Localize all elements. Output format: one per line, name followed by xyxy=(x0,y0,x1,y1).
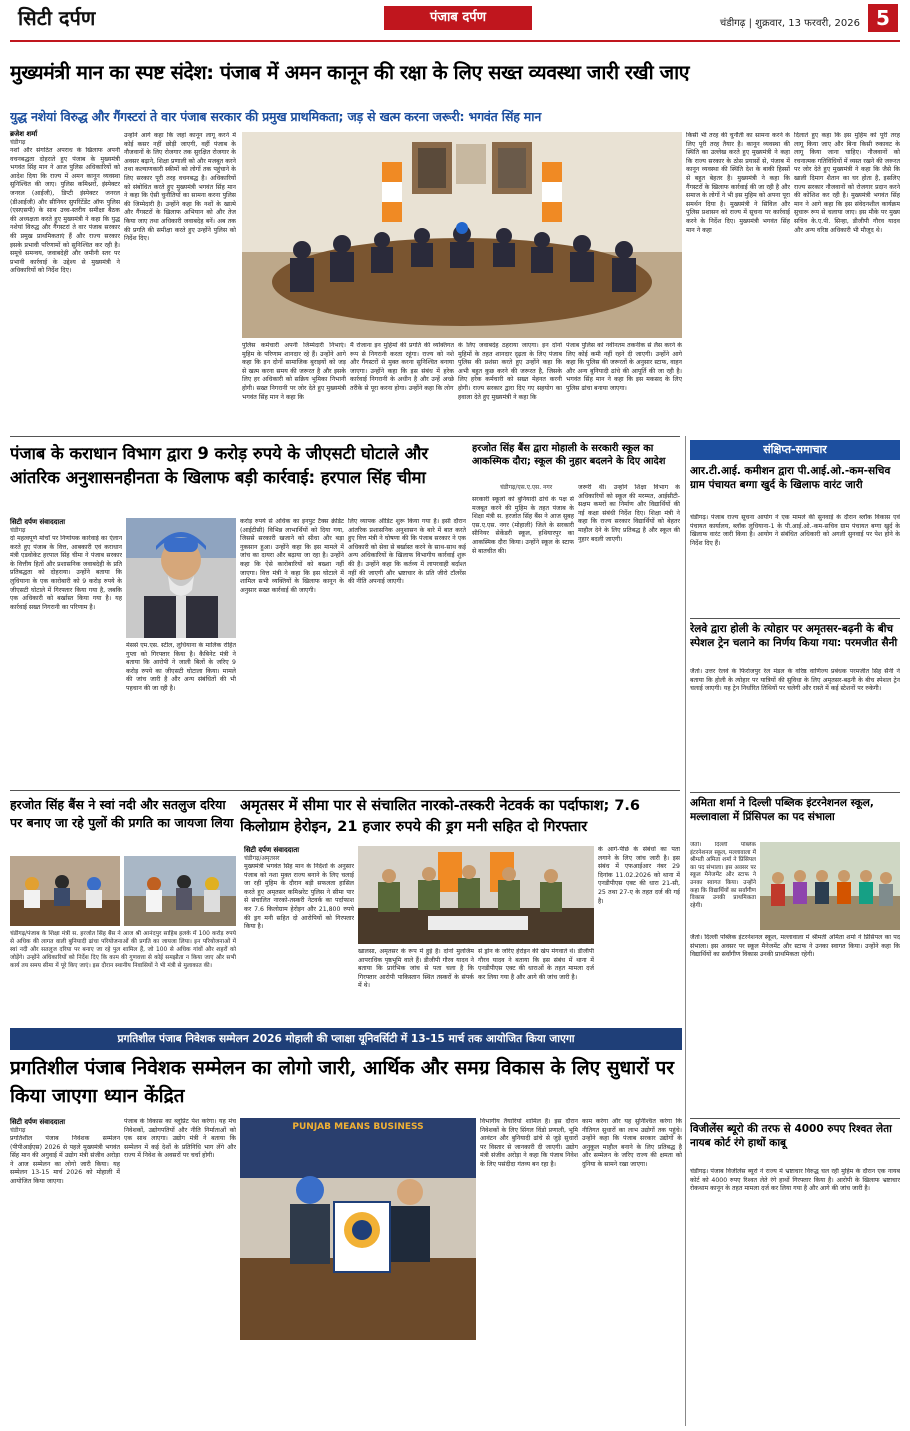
gst-place: चंडीगढ़ xyxy=(10,527,26,534)
minister-portrait xyxy=(126,518,236,638)
investor-text-col2: पंजाब के विकास का ब्लूप्रिंट पेश करेगा। यह मंच निवेशकों, उद्योगपतियों और नीति निर्माताओं को एक साथ लाएगा। उद्योग मंत्री ने बताया कि सम्मेलन में कई देशों के प्रतिनिधि भाग लेंगे और राज्य में निवेश के अवसरों पर चर्चा होगी। xyxy=(124,1118,236,1160)
lead-place: चंडीगढ़ xyxy=(10,139,26,146)
gst-text-col4: लिए व्यापक ऑडिट शुरू किया गया है। इसी दौरान आंतरिक प्रशासनिक अनुशासन के बारे में बात करते हुए वित्त मंत्री ने घोषणा की कि पंजाब सरकार ने एक अधिकारी को सेवा से बर्खास्त करने के साथ-साथ कई अन्य अधिकारियों के खिलाफ विभागीय कार्रवाई शुरू की है। उन्होंने कहा कि कर्तव्य में लापरवाही बर्दाश्त नहीं की जाएगी और भ्रष्टाचार के प्रति जीरो टॉलरेंस की नीति अपनाई जाएगी। xyxy=(348,518,466,586)
lead-byline: ब्रजेश शर्मा xyxy=(10,130,38,138)
bains-headline: हरजोत सिंह बैंस ने स्वां नदी और सतलुज दरिया पर बनाए जा रहे पुलों की प्रगति का जायजा लिया xyxy=(10,797,234,830)
lead-text-col3: पुलिस कर्मचारी अपनी जिम्मेदारी निभाएं। मुहिम के परिणाम शानदार रहे हैं। उन्होंने आगे कहा कि इन दोनों सामाजिक बुराइयों को जड़ से खत्म करना समय की जरूरत है और इसके लिए हर अधिकारी को सक्रिय भूमिका निभानी होगी। सख्त निगरानी पर जोर देते हुए मुख्यमंत्री भगवंत सिंह मान ने कहा कि xyxy=(242,342,346,401)
lead-text-col6: पंजाब पुलिस को नवीनतम तकनीक से लैस करने के लिए कोई कमी नहीं रहने दी जाएगी। उन्होंने आगे कहा कि पुलिस की जरूरतों के अनुसार स्टाफ, वाहन और अन्य बुनियादी ढांचे की आपूर्ति की जा रही है। भगवंत सिंह मान ने कहा कि इस मकसद के लिए पुलिस ढांचा बनाया जाएगा। xyxy=(566,342,682,392)
masthead xyxy=(0,0,910,42)
brief-story1-headline: आर.टी.आई. कमीशन द्वारा पी.आई.ओ.-कम-सचिव ग्राम पंचायत बग्गा खुर्द के खिलाफ वारंट जारी xyxy=(690,465,891,491)
gst-headline: पंजाब के कराधान विभाग द्वारा 9 करोड़ रुपये के जीएसटी घोटाले और आंतरिक अनुशासनहीनता के खिलाफ बड़ी कार्रवाई: हरपाल सिंह चीमा xyxy=(10,444,429,487)
investor-place: चंडीगढ़ xyxy=(10,1127,26,1134)
school-text-col1: सरकारी स्कूलों को बुनियादी ढांचे के पक्ष से मजबूत करने की मुहिम के तहत पंजाब के शिक्षा मंत्री स. हरजोत सिंह बैंस ने आज सुबह एस.ए.एस. नगर (मोहाली) जिले के सरकारी सीनियर सेकेंडरी स्कूल, हथियारपुर का आकस्मिक दौरा किया। उन्होंने स्कूल के स्टाफ से बातचीत की। xyxy=(472,496,574,555)
brief-story2-headline: रेलवे द्वारा होली के त्योहार पर अमृतसर-बढ़नी के बीच स्पेशल ट्रेन चलाने का निर्णय किया गया: परमजीत सैनी xyxy=(690,623,898,649)
lead-subhead: युद्ध नशेयां विरुद्ध और गैंगस्टरां ते वार पंजाब सरकार की प्रमुख प्राथमिकता; जड़ से खत्म करना जरूरी: भगवंत सिंह मान xyxy=(10,109,542,124)
investor-text-col3: विभागीय तैयारियां शामिल हैं। इस दौरान निवेशकों के लिए सिंगल विंडो प्रणाली, भूमि आवंटन और बुनियादी ढांचे से जुड़े सुधारों पर विस्तार से जानकारी दी जाएगी। उद्योग मंत्री संजीव अरोड़ा ने कहा कि पंजाब निवेश के लिए पसंदीदा गंतव्य बन रहा है। xyxy=(480,1118,578,1168)
investor-text-col4: काम करेगा और यह सुनिश्चित करेगा कि नीतिगत सुधारों का लाभ उद्योगों तक पहुंचे। उन्होंने कहा कि पंजाब सरकार उद्योगों के अनुकूल माहौल बनाने के लिए प्रतिबद्ध है और सम्मेलन के जरिए राज्य की क्षमता को दुनिया के सामने रखा जाएगा। xyxy=(582,1118,682,1168)
amritsar-text-col1: मुख्यमंत्री भगवंत सिंह मान के निर्देशों के अनुसार पंजाब को नशा मुक्त राज्य बनाने के लिए चलाई जा रही मुहिम के दौरान बड़ी सफलता हासिल करते हुए अमृतसर कमिश्नरेट पुलिस ने सीमा पार से संचालित नारको-तस्करी नेटवर्क का पर्दाफाश कर 7.6 किलोग्राम हेरोइन और 21,800 रुपये की ड्रग मनी सहित दो आरोपियों को गिरफ्तार किया है। xyxy=(244,863,354,931)
officials-meeting-photo xyxy=(10,856,120,926)
investor-headline: प्रगतिशील पंजाब निवेशक सम्मेलन का लोगो जारी, आर्थिक और समग्र विकास के लिए सुधारों पर किया जाएगा ध्यान केंद्रित xyxy=(10,1057,675,1107)
lead-text-col1: नशों और संगठित अपराध के खिलाफ अपनी वचनबद्धता दोहराते हुए पंजाब के मुख्यमंत्री भगवंत सिंह मान ने आज पुलिस अधिकारियों को आदेश दिया कि राज्य में अमन कानून व्यवस्था सुनिश्चित की जाए। पुलिस कमिश्नरों, इंस्पेक्टर जनरल (आईजी), डिप्टी इंस्पेक्टर जनरल (डीआईजी) और सीनियर सुपरिंटेंडेंट ऑफ पुलिस (एसएसपी) के साथ उच्च-स्तरीय समीक्षा बैठक की अध्यक्षता करते हुए मुख्यमंत्री ने कहा कि युद्ध नशेयां विरुद्ध और गैंगस्टरां ते वार पंजाब सरकार की प्रमुख प्राथमिकताएं हैं और राज्य सरकार इसके प्रभावी परिणामों को सुनिश्चित कर रही है। समूचे समन्वय, जवाबदेही और जमीनी स्तर पर प्रभावी कार्रवाई के उद्देश्य से मुख्यमंत्री ने अधिकारियों को निर्देश दिए। xyxy=(10,147,120,275)
gst-byline-block xyxy=(10,518,122,803)
school-place: चंडीगढ़/एस.ए.एस. नगर xyxy=(500,484,553,491)
brief-rule-2 xyxy=(690,792,900,793)
brief-story2-body: जैतो। उत्तर रेलवे के फिरोजपुर रेल मंडल के वरिष्ठ वाणिज्य प्रबंधक परमजीत सिंह सैनी ने बताया कि होली के त्योहार पर यात्रियों की सुविधा के लिए अमृतसर-बढ़नी के बीच स्पेशल ट्रेन चलाई जाएगी। यह ट्रेन निर्धारित तिथियों पर चलेगी और रास्ते में कई स्टेशनों पर रुकेगी। xyxy=(690,668,900,693)
lead-text-col4: मैं रोजाना इन मुहिमों की प्रगति की व्यक्तिगत रूप से निगरानी करता रहूंगा। राज्य को नशे और गैंगस्टरों से मुक्त करना सुनिश्चित बनाया जाएगा। उन्होंने कहा कि इस संबंध में हरेक कार्रवाई निगरानी के अधीन है और उन्हें अच्छे तरीके से पूरा करना होगा। उन्होंने कहा कि लोग xyxy=(350,342,454,392)
amritsar-byline: सिटी दर्पण संवाददाता xyxy=(244,846,300,854)
section-tag: पंजाब दर्पण xyxy=(384,6,532,30)
amritsar-text-col4: के आगे-पीछे के संबंधों का पता लगाने के लिए जांच जारी है। इस संबंध में एफआईआर नंबर 29 दिनांक 11.02.2026 को थाना में एनडीपीएस एक्ट की धारा 21-सी, 25 तथा 27-ए के तहत दर्ज की गई है। xyxy=(598,846,680,905)
brief-story4-headline: विजीलेंस ब्यूरो की तरफ से 4000 रुपए रिश्वत लेता नायब कोर्ट रंगे हाथों काबू xyxy=(690,1123,892,1149)
brief-rule-1 xyxy=(690,618,900,619)
amritsar-photo-press xyxy=(358,846,594,944)
gst-byline: सिटी दर्पण संवाददाता xyxy=(10,518,66,526)
investor-photo-logo-launch xyxy=(240,1118,476,1340)
gst-text-col2: मेसर्स एम.एस. स्टील, लुधियाना के मालिक रोहित गुप्ता को गिरफ्तार किया है। कैबिनेट मंत्री ने बताया कि आरोपी ने जाली बिलों के जरिए 9 करोड़ रुपये का जीएसटी घोटाला किया। मामले की जांच जारी है और अन्य संबंधितों की भी पहचान की जा रही है। xyxy=(126,642,236,692)
school-headline: हरजोत सिंह बैंस द्वारा मोहाली के सरकारी स्कूल का आकस्मिक दौरा; स्कूल की नुहार बदलने के दिए आदेश xyxy=(472,443,666,467)
amritsar-place: चंडीगढ़/अमृतसर xyxy=(244,855,280,862)
brief-heading: संक्षिप्त-समाचार xyxy=(690,440,900,460)
lead-text-col5: के लिए जवाबदेह ठहराया जाएगा। इन दोनों मुहिमों के तहत शानदार दृढ़ता के लिए पंजाब पुलिस की प्रशंसा करते हुए उन्होंने कहा कि अभी बहुत कुछ करने की जरूरत है, जिसके लिए हरेक कर्मचारी को सख्त मेहनत करनी होगी। राज्य सरकार द्वारा दिए गए सहयोग का हवाला देते हुए मुख्यमंत्री ने कहा कि xyxy=(458,342,562,401)
amritsar-text-col3: से ड्रोन के जरिए हेरोइन की खेप मंगवाते थे। डीजीपी गौरव यादव ने बताया कि इस संबंध में थाना में एनडीपीएस एक्ट की धाराओं के तहत मामला दर्ज कर लिया गया है और आगे की जांच जारी है। xyxy=(478,948,594,981)
paper-name: सिटी दर्पण xyxy=(18,6,96,30)
school-staff-group-photo xyxy=(760,842,900,930)
amritsar-text-col2: खालसा, अमृतसर के रूप में हुई है। दोनों मुलजिम आपराधिक पृष्ठभूमि वाले हैं। डीजीपी गौरव यादव ने बताया कि प्रारंभिक जांच से पता चला है कि गिरफ्तार आरोपी पाकिस्तान स्थित तस्करों के संपर्क में थे। xyxy=(358,948,474,990)
lead-col-1 xyxy=(10,130,120,437)
dateline: चंडीगढ़ | शुक्रवार, 13 फरवरी, 2026 xyxy=(719,18,860,29)
gst-bottom-rule xyxy=(10,790,680,791)
investor-banner: प्रगतिशील पंजाब निवेशक सम्मेलन 2026 मोहाली की प्लाक्षा यूनिवर्सिटी में 13-15 मार्च तक आयोजित किया जाएगा xyxy=(10,1028,682,1050)
lead-photo-meeting xyxy=(242,132,682,338)
page-number: 5 xyxy=(868,4,898,32)
gst-text-col3: करोड़ रुपये से अधिक का इनपुट टैक्स क्रेडिट (आईटीसी) विभिन्न लाभार्थियों को दिया गया, जिससे सरकारी खजाने को सीधा और बड़ा नुकसान हुआ। उन्होंने कहा कि इस मामले में जांच का दायरा और बढ़ाया जा रहा है। उन्होंने कहा कि ऐसे कारोबारियों को बख्शा नहीं जाएगा। वित्त मंत्री ने कहा कि इस घोटाले में शामिल सभी व्यक्तियों के खिलाफ कानून के अनुसार सख्त कार्रवाई की जाएगी। xyxy=(240,518,344,594)
gst-text-col1: दो महत्वपूर्ण मोर्चों पर निर्णायक कार्रवाई का ऐलान करते हुए पंजाब के वित्त, आबकारी एवं कराधान मंत्री एडवोकेट हरपाल सिंह चीमा ने पंजाब सरकार के वित्तीय हितों और प्रशासनिक जवाबदेही के प्रति प्रतिबद्धता को दोहराया। उन्होंने बताया कि लुधियाना के एक कारोबारी को 9 करोड़ रुपये के जीएसटी घोटाले में गिरफ्तार किया गया है, जबकि एक अधिकारी को बर्खास्त किया गया है। यह कार्रवाई सख्त निगरानी का परिणाम है। xyxy=(10,535,122,611)
masthead-rule xyxy=(10,40,900,42)
investor-text-col1: प्रगतिशील पंजाब निवेशक सम्मेलन (पीपीआईएस) 2026 से पहले मुख्यमंत्री भगवंत सिंह मान की अगुवाई में उद्योग मंत्री संजीव अरोड़ा ने आज सम्मेलन का लोगो जारी किया। यह सम्मेलन 13-15 मार्च 2026 को मोहाली में आयोजित किया जाएगा। xyxy=(10,1135,120,1185)
bains-photo-1 xyxy=(10,856,120,926)
gst-photo-minister xyxy=(126,518,236,638)
brief-story4-body: चंडीगढ़। पंजाब विजीलेंस ब्यूरो ने राज्य में भ्रष्टाचार विरुद्ध चल रही मुहिम के दौरान एक नायब कोर्ट को 4000 रुपए रिश्वत लेते रंगे हाथों गिरफ्तार किया है। आरोपी के खिलाफ भ्रष्टाचार रोकथाम कानून के तहत मामला दर्ज कर लिया गया है और आगे की जांच जारी है। xyxy=(690,1168,900,1193)
lead-text-col2: उन्होंने आगे कहा कि जहां कानून लागू करने में कोई कसर नहीं छोड़ी जाएगी, वहीं पंजाब के नौजवानों के लिए रोजगार तक सुरक्षित रोजगार के अवसर बढ़ाने, शिक्षा प्रणाली को और मजबूत करने तथा कल्याणकारी स्कीमों को लोगों तक पहुंचाने के लिए सरकार पूरी तरह वचनबद्ध है। अधिकारियों को संबोधित करते हुए मुख्यमंत्री भगवंत सिंह मान ने कहा कि ऐसी चुनौतियों का सामना करना पुलिस की जिम्मेदारी है। उन्होंने कहा कि नशों के खात्मे और गैंगस्टरों के खिलाफ अभियान को और तेज किया जाए तथा अधिकारी जवाबदेह बनें। अब तक की प्रगति की समीक्षा करते हुए उन्होंने पुलिस को निर्देश दिए। xyxy=(124,132,236,243)
lead-bottom-rule xyxy=(10,436,680,437)
investor-byline: सिटी दर्पण संवाददाता xyxy=(10,1118,66,1126)
bains-caption: चंडीगढ़/पंजाब के शिक्षा मंत्री स. हरजोत सिंह बैंस ने आज श्री आनंदपुर साहिब हलके में 100 करोड़ रुपये से अधिक की लागत वाली बुनियादी ढांचा परियोजनाओं की प्रगति का जायजा लिया। इन परियोजनाओं में स्वां नदी और सतलुज दरिया पर बनाए जा रहे पुल शामिल हैं, जो 100 से अधिक गांवों और शहरों को जोड़ेंगे। उन्होंने अधिकारियों को निर्देश दिए कि काम की गुणवत्ता से कोई समझौता न किया जाए और सभी कार्य तय समय सीमा में पूरे किए जाएं। इस दौरान स्थानीय निवासियों ने भी मंत्री से मुलाकात की। xyxy=(10,931,236,969)
column-rule-right xyxy=(685,436,686,1426)
brief-story3-photo xyxy=(760,842,900,930)
meeting-room-illustration xyxy=(242,132,682,338)
brief-story3-body: जैतो। दिल्ली पब्लिक इंटरनेशनल स्कूल, मल्लावाला में श्रीमती अमिता शर्मा ने प्रिंसिपल का पद संभाला। इस अवसर पर स्कूल मैनेजमेंट और स्टाफ ने उनका स्वागत किया। उन्होंने कहा कि विद्यार्थियों का सर्वांगीण विकास उनकी प्राथमिकता रहेगी। xyxy=(690,842,756,909)
brief-rule-3 xyxy=(690,1118,900,1119)
brief-story3-body-cont xyxy=(690,934,900,1014)
lead-text-col8: दिलाते हुए कहा कि इस मुहिम को पूरी तरह लागू किया जाए और बिना किसी रुकावट के लागू किया जाना चाहिए। नौजवानों को रचनात्मक गतिविधियों में व्यस्त रखने की जरूरत पर जोर देते हुए मुख्यमंत्री ने कहा कि जैसे कि खाली दिमाग शैतान का घर होता है, इसलिए राज्य सरकार नौजवानों को रोजगार प्रदान करने की कोशिश कर रही है। मुख्यमंत्री भगवंत सिंह मान ने आगे कहा कि इस संवेदनशील कार्यक्रम सुचारू रूप से चलाया जाए। इस मौके पर मुख्य सचिव के.ए.पी. सिन्हा, डीजीपी गौरव यादव और अन्य वरिष्ठ अधिकारी भी मौजूद थे। xyxy=(794,132,900,234)
brief-story3-headline: अमिता शर्मा ने दिल्ली पब्लिक इंटरनेशनल स्कूल, मल्लावाला में प्रिंसिपल का पद संभाला xyxy=(690,797,874,823)
bains-photo-2 xyxy=(124,856,236,926)
investor-logo-tagline: PUNJAB MEANS BUSINESS xyxy=(292,1122,424,1132)
police-press-conference-photo xyxy=(358,846,594,944)
lead-text-col7: किसी भी तरह की चुनौती का सामना करने के लिए पूरी तरह तैयार है। कानून व्यवस्था की स्थिति का उल्लेख करते हुए मुख्यमंत्री ने कहा कि राज्य सरकार के ठोस प्रयासों से, पंजाब में कानून व्यवस्था की स्थिति देश के बाकी हिस्सों से बहुत बेहतर है। मुख्यमंत्री ने कहा कि गैंगस्टरों के खिलाफ कार्रवाई की जा रही है और समाज के लोगों ने भी इस मुहिम को अपना पूरा समर्थन दिया है। मुख्यमंत्री ने सिविल और पुलिस प्रशासन को राज्य में सूचना पर कार्रवाई करने के निर्देश दिए। मुख्यमंत्री भगवंत सिंह मान ने कहा xyxy=(686,132,790,234)
site-visit-photo xyxy=(124,856,236,926)
amritsar-byline-block xyxy=(244,846,354,1017)
logo-launch-photo xyxy=(240,1118,476,1340)
lead-headline: मुख्यमंत्री मान का स्पष्ट संदेश: पंजाब में अमन कानून की रक्षा के लिए सख्त व्यवस्था जारी रखी जाए xyxy=(10,61,690,84)
amritsar-headline: अमृतसर में सीमा पार से संचालित नारको-तस्करी नेटवर्क का पर्दाफाश; 7.6 किलोग्राम हेरोइन, 21 हजार रुपये की ड्रग मनी सहित दो गिरफ्तार xyxy=(240,798,641,835)
brief-story3-extra: जैतो। दिल्ली पब्लिक इंटरनेशनल स्कूल, मल्लावाला में श्रीमती अमिता शर्मा ने प्रिंसिपल का पद संभाला। इस अवसर पर स्कूल मैनेजमेंट और स्टाफ ने उनका स्वागत किया। उन्होंने कहा कि विद्यार्थियों का सर्वांगीण विकास उनकी प्राथमिकता रहेगी। xyxy=(690,934,900,959)
investor-byline-block xyxy=(10,1118,120,1425)
school-text-col2: जरूरी थी। उन्होंने शिक्षा विभाग के अधिकारियों को स्कूल की मरम्मत, आईसीटी-सक्षम कमरों का निर्माण और विद्यार्थियों की नई कक्षा संबंधी निर्देश दिए। शिक्षा मंत्री ने कहा कि राज्य सरकार विद्यार्थियों को बेहतर माहौल देने के लिए प्रतिबद्ध है और स्कूल की नुहार बदली जाएगी। xyxy=(578,484,680,543)
brief-story1-body: चंडीगढ़। पंजाब राज्य सूचना आयोग ने एक मामले की सुनवाई के दौरान ब्लॉक विकास एवं पंचायत कार्यालय, ब्लॉक लुधियाना-1 के पी.आई.ओ.-कम-सचिव ग्राम पंचायत बग्गा खुर्द के खिलाफ वारंट जारी किया है। आयोग ने संबंधित अधिकारी को अगली सुनवाई पर पेश होने के निर्देश दिए हैं। xyxy=(690,514,900,547)
